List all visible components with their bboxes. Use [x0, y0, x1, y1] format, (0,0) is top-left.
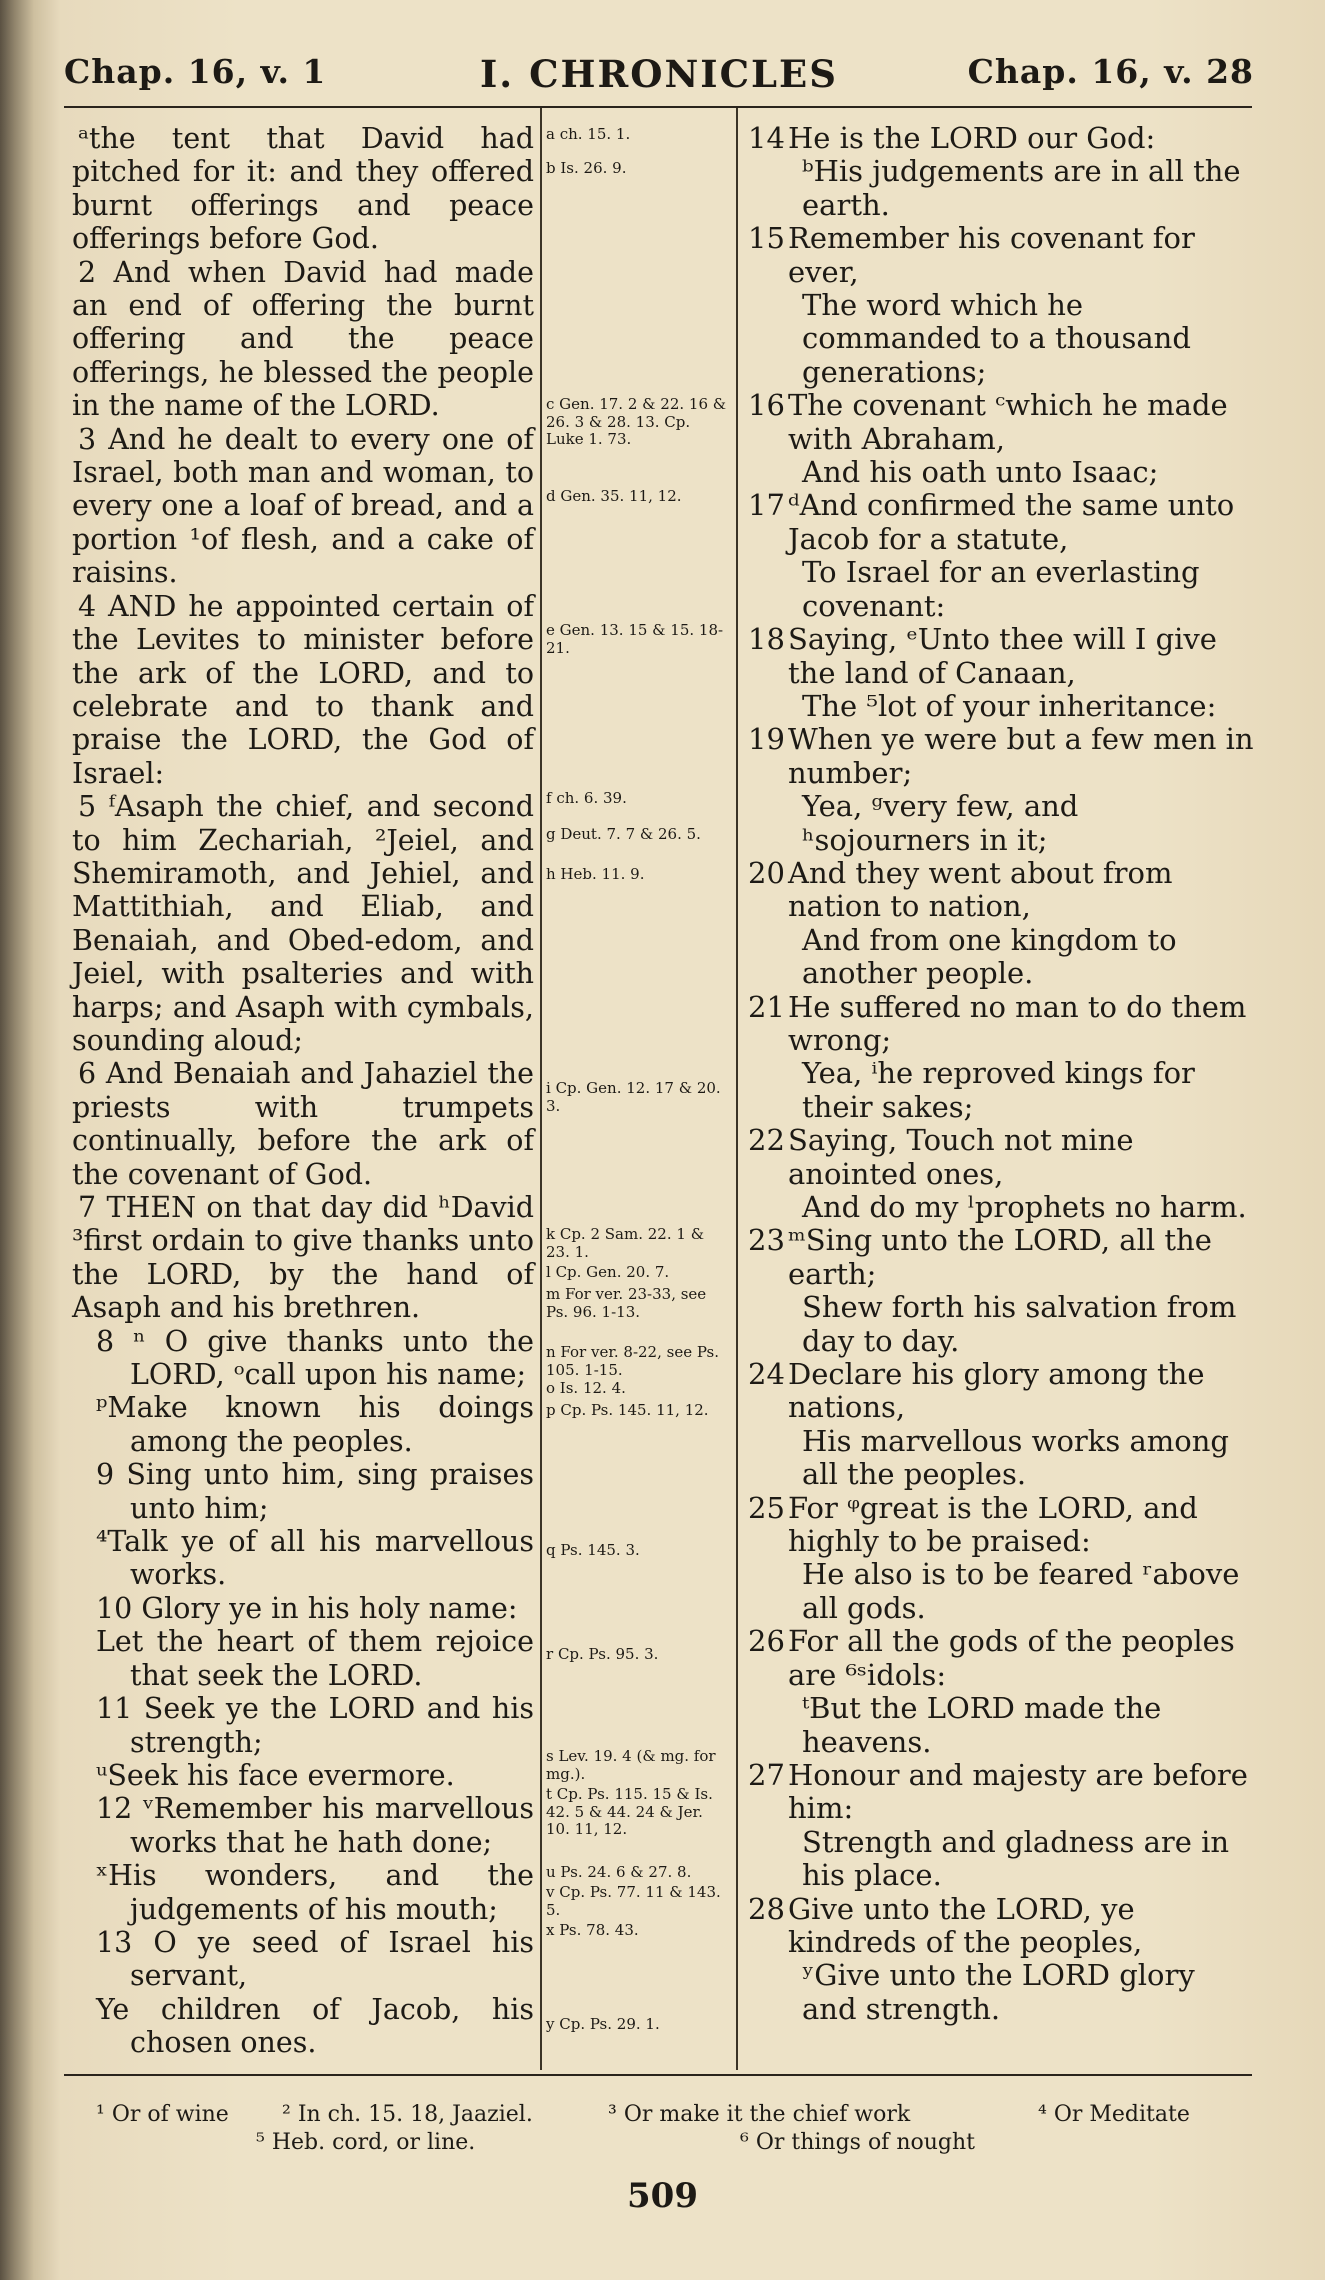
verse-number: 23 [748, 1223, 785, 1258]
footnote-4: ⁴ Or Meditate [1038, 2102, 1190, 2127]
left-paragraph: 12 ᵛRemember his marvellous works that he hath done; [96, 1792, 534, 1859]
verse-number: 26 [748, 1624, 785, 1659]
verse [748, 122, 1254, 222]
verse-line: ᵇHis judgements are in all the earth. [802, 154, 1241, 222]
verse [748, 1358, 1254, 1492]
verse-number: 17 [748, 488, 785, 523]
verse [748, 222, 1254, 389]
verse [748, 857, 1254, 991]
verse-line: Saying, Touch not mine anointed ones, [788, 1123, 1134, 1191]
footnote-3: ³ Or make it the chief work [608, 2102, 911, 2127]
verse-line: ʸGive unto the LORD glory and strength. [802, 1958, 1195, 2026]
cross-reference: g Deut. 7. 7 & 26. 5. [546, 825, 701, 843]
cross-reference: x Ps. 78. 43. [546, 1921, 639, 1939]
verse-number: 25 [748, 1490, 785, 1525]
verse-line: Shew forth his salvation from day to day. [802, 1290, 1237, 1358]
cross-reference: h Heb. 11. 9. [546, 865, 645, 883]
verse-line: ᵈAnd confirmed the same unto Jacob for a statute, [788, 488, 1235, 556]
column-divider-right [736, 108, 738, 2070]
verse-line: ᵐSing unto the LORD, all the earth; [788, 1223, 1212, 1291]
left-paragraph: 11 Seek ye the LORD and his strength; [96, 1692, 534, 1759]
verse [748, 991, 1254, 1125]
left-paragraph: ᵖMake known his doings among the peoples. [96, 1391, 534, 1458]
verse-line: Declare his glory among the nations, [788, 1357, 1205, 1425]
left-paragraph: 4 AND he appointed certain of the Levites to minister before the ark of the LORD, and to celebrate and to thank and praise the LORD, the God of Israel: [72, 589, 534, 790]
verse-number: 20 [748, 855, 785, 890]
book-title: I. CHRONICLES [480, 52, 838, 96]
cross-reference: o Is. 12. 4. [546, 1379, 626, 1397]
verse-line: Strength and gladness are in his place. [802, 1824, 1230, 1893]
verse-number: 22 [748, 1123, 785, 1158]
left-paragraph: 8 ⁿ O give thanks unto the LORD, ᵒcall upon his name; [96, 1324, 534, 1392]
verse [748, 1492, 1254, 1626]
left-paragraph: Let the heart of them rejoice that seek the LORD. [96, 1625, 534, 1692]
header-rule [64, 106, 1252, 108]
verse-line: Give unto the LORD, ye kindreds of the peoples, [788, 1891, 1143, 1959]
verse-number: 16 [748, 388, 785, 423]
left-text-column [72, 122, 534, 2060]
verse-line: For ᵠgreat is the LORD, and highly to be praised: [788, 1490, 1198, 1559]
cross-reference: a ch. 15. 1. [546, 125, 631, 143]
footnote-5: ⁵ Heb. cord, or line. [256, 2130, 476, 2155]
verse-number: 15 [748, 221, 785, 256]
verse-line: The covenant ᶜwhich he made with Abraham, [788, 388, 1228, 456]
left-paragraph: ⁴Talk ye of all his marvellous works. [96, 1525, 534, 1592]
verse-line: For all the gods of the peoples are ⁶ˢidols: [788, 1624, 1235, 1692]
cross-reference: b Is. 26. 9. [546, 159, 627, 177]
verse-line: To Israel for an everlasting covenant: [802, 555, 1200, 623]
verse-line: And his oath unto Isaac; [802, 455, 1159, 490]
cross-reference: l Cp. Gen. 20. 7. [546, 1263, 670, 1281]
cross-reference: i Cp. Gen. 12. 17 & 20. 3. [546, 1079, 721, 1115]
footnote-rule [64, 2074, 1252, 2076]
cross-reference: q Ps. 145. 3. [546, 1541, 640, 1559]
cross-reference: m For ver. 23-33, see Ps. 96. 1-13. [546, 1285, 707, 1321]
cross-reference: t Cp. Ps. 115. 15 & Is. 42. 5 & 44. 24 & Jer. 10. 11, 12. [546, 1785, 713, 1839]
verse-line: ᵗBut the LORD made the heavens. [802, 1691, 1162, 1759]
verse-line: Honour and majesty are before him: [788, 1757, 1248, 1826]
verse-number: 19 [748, 722, 785, 757]
verse-number: 28 [748, 1891, 785, 1926]
cross-reference: f ch. 6. 39. [546, 789, 627, 807]
cross-reference: k Cp. 2 Sam. 22. 1 & 23. 1. [546, 1225, 705, 1261]
verse-line: The ⁵lot of your inheritance: [802, 688, 1217, 723]
left-paragraph: 5 ᶠAsaph the chief, and second to him Zechariah, ²Jeiel, and Shemiramoth, and Jehiel, and Mattithiah, and Eliab, and Benaiah, and Obed-edom, and Jeiel, with psalteries and with harps; and Asaph with cymbals, sounding aloud; [72, 790, 534, 1057]
cross-reference: u Ps. 24. 6 & 27. 8. [546, 1863, 692, 1881]
footnote-1: ¹ Or of wine [96, 2102, 229, 2127]
verse [748, 1124, 1254, 1224]
cross-reference: c Gen. 17. 2 & 22. 16 & 26. 3 & 28. 13. Cp. Luke 1. 73. [546, 395, 727, 449]
verse-line: And from one kingdom to another people. [802, 922, 1177, 991]
verse [748, 1893, 1254, 2027]
running-header [64, 52, 1254, 106]
page-number: 509 [627, 2176, 698, 2216]
cross-reference: n For ver. 8-22, see Ps. 105. 1-15. [546, 1343, 720, 1379]
verse [748, 1759, 1254, 1893]
verse-line: Remember his covenant for ever, [788, 221, 1195, 289]
verse-line: The word which he commanded to a thousand generations; [802, 288, 1191, 389]
left-paragraph: 10 Glory ye in his holy name: [96, 1591, 518, 1625]
footnote-6: ⁶ Or things of nought [740, 2130, 975, 2155]
header-right-reference: Chap. 16, v. 28 [967, 52, 1254, 91]
verse [748, 623, 1254, 723]
cross-reference: y Cp. Ps. 29. 1. [546, 2015, 660, 2033]
verse-line: He suffered no man to do them wrong; [788, 989, 1247, 1057]
verse [748, 723, 1254, 857]
verse-line: His marvellous works among all the peoples. [802, 1423, 1229, 1492]
cross-reference: d Gen. 35. 11, 12. [546, 487, 682, 505]
left-paragraph: ᵃthe tent that David had pitched for it: and they offered burnt offerings and peace offerings before God. [72, 122, 534, 256]
verse [748, 489, 1254, 623]
left-paragraph: 9 Sing unto him, sing praises unto him; [96, 1458, 534, 1525]
left-paragraph: ᵘSeek his face evermore. [96, 1758, 455, 1792]
header-left-reference: Chap. 16, v. 1 [64, 52, 327, 91]
verse-line: And they went about from nation to nation, [788, 855, 1173, 924]
verse-line: Yea, ⁱhe reproved kings for their sakes; [802, 1056, 1195, 1124]
cross-reference: r Cp. Ps. 95. 3. [546, 1645, 659, 1663]
left-paragraph: 13 O ye seed of Israel his servant, [96, 1925, 534, 1993]
verse-line: When ye were but a few men in number; [788, 722, 1254, 790]
left-paragraph: 3 And he dealt to every one of Israel, both man and woman, to every one a loaf of bread, and a portion ¹of flesh, and a cake of raisins. [72, 422, 534, 590]
cross-reference: s Lev. 19. 4 (& mg. for mg.). [546, 1747, 716, 1783]
cross-reference: v Cp. Ps. 77. 11 & 143. 5. [546, 1883, 721, 1919]
left-paragraph: 2 And when David had made an end of offering the burnt offering and the peace offerings, he blessed the people in the name of the LORD. [72, 255, 534, 423]
left-paragraph: ˣHis wonders, and the judgements of his mouth; [96, 1859, 534, 1926]
verse-line: Saying, ᵉUnto thee will I give the land of Canaan, [788, 622, 1217, 690]
verse-number: 27 [748, 1757, 785, 1792]
verse-number: 24 [748, 1357, 785, 1392]
cross-reference: p Cp. Ps. 145. 11, 12. [546, 1401, 709, 1419]
verse [748, 389, 1254, 489]
left-paragraph: Ye children of Jacob, his chosen ones. [96, 1992, 534, 2060]
verse [748, 1625, 1254, 1759]
left-paragraph: 6 And Benaiah and Jahaziel the priests with trumpets continually, before the ark of the covenant of God. [72, 1057, 534, 1191]
cross-reference: e Gen. 13. 15 & 15. 18-21. [546, 621, 724, 657]
verse-line: And do my ˡprophets no harm. [802, 1190, 1247, 1224]
verse-line: He also is to be feared ʳabove all gods. [802, 1557, 1240, 1625]
verse-number: 21 [748, 989, 785, 1024]
verse [748, 1224, 1254, 1358]
verse-line: He is the LORD our God: [788, 121, 1156, 155]
column-divider-left [540, 108, 542, 2070]
verse-number: 18 [748, 622, 785, 657]
footnote-2: ² In ch. 15. 18, Jaaziel. [282, 2102, 533, 2127]
verse-number: 14 [748, 121, 785, 155]
right-text-column [748, 122, 1254, 2026]
verse-line: Yea, ᵍvery few, and ʰsojourners in it; [802, 789, 1079, 857]
left-paragraph: 7 THEN on that day did ʰDavid ³first ordain to give thanks unto the LORD, by the hand of Asaph and his brethren. [72, 1191, 534, 1325]
